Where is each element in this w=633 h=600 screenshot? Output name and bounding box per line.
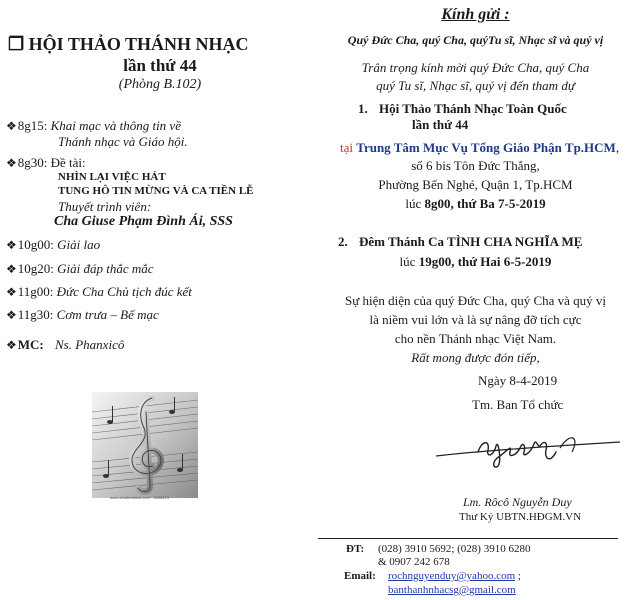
mc-label: MC: bbox=[17, 337, 44, 352]
closing-line: cho nền Thánh nhạc Việt Nam. bbox=[394, 331, 557, 346]
divider bbox=[318, 538, 618, 539]
mc-name: Ns. Phanxicô bbox=[55, 337, 125, 352]
greeting: Kính gửi : bbox=[441, 6, 510, 23]
agenda-text: Giải đáp thắc mắc bbox=[57, 261, 154, 276]
agenda-time: 11g00: bbox=[17, 284, 54, 299]
image-caption: www.shutterstock.com · 3545613 bbox=[110, 495, 169, 500]
email-separator: ; bbox=[517, 570, 521, 582]
address-line: số 6 bis Tôn Đức Thắng, bbox=[411, 158, 540, 173]
agenda-time: 8g30: bbox=[17, 155, 48, 170]
email-link[interactable]: rochnguyenduy@yahoo.com bbox=[388, 570, 516, 582]
diamond-bullet-icon: ❖ bbox=[6, 119, 17, 133]
closing-line: Rất mong được đón tiếp, bbox=[411, 350, 540, 365]
event-2-title bbox=[338, 234, 582, 250]
presenter-name: Cha Giuse Phạm Đình Ái, SSS bbox=[54, 214, 233, 229]
signer-title: Thư Ký UBTN.HĐGM.VN bbox=[459, 511, 582, 523]
letter-date: Ngày 8-4-2019 bbox=[478, 373, 558, 388]
time-value: 8g00, thứ Ba 7-5-2019 bbox=[424, 196, 546, 211]
agenda-item bbox=[6, 118, 181, 134]
organizer: Tm. Ban Tổ chức bbox=[472, 397, 564, 412]
program-column bbox=[0, 0, 300, 600]
agenda-text: Cơm trưa – Bế mạc bbox=[56, 307, 159, 322]
closing-line: là niềm vui lớn và là sự nâng đỡ tích cực bbox=[369, 312, 582, 327]
signature bbox=[430, 422, 630, 470]
venue-suffix: , bbox=[615, 140, 620, 155]
event-1-time bbox=[318, 196, 633, 212]
agenda-item bbox=[6, 237, 100, 253]
mc-line bbox=[6, 337, 124, 353]
agenda-item bbox=[6, 155, 86, 171]
agenda-time: 11g30: bbox=[17, 307, 54, 322]
email-link[interactable]: banthanhnhacsg@gmail.com bbox=[388, 584, 516, 596]
agenda-text: Giải lao bbox=[57, 237, 101, 252]
phone-mobile: & 0907 242 678 bbox=[378, 556, 450, 568]
program-title-text: HỘI THẢO THÁNH NHẠC bbox=[28, 34, 249, 54]
diamond-bullet-icon: ❖ bbox=[6, 156, 17, 170]
invite-line: Trân trọng kính mời quý Đức Cha, quý Cha bbox=[361, 60, 590, 75]
agenda-item bbox=[6, 307, 159, 323]
agenda-item bbox=[6, 284, 192, 300]
presenter-label: Thuyết trình viên: bbox=[58, 199, 152, 214]
venue bbox=[340, 140, 619, 156]
phone-numbers: (028) 3910 5692; (028) 3910 6280 bbox=[378, 543, 531, 555]
agenda-text: Đức Cha Chủ tịch đúc kết bbox=[56, 284, 192, 299]
diamond-bullet-icon: ❖ bbox=[6, 308, 17, 322]
treble-clef-image bbox=[92, 392, 198, 498]
event-1-subtitle: lần thứ 44 bbox=[412, 117, 469, 132]
event-1-title bbox=[358, 101, 567, 117]
agenda-time: 10g20: bbox=[17, 261, 54, 276]
agenda-label: Đề tài: bbox=[50, 155, 86, 170]
phone-label: ĐT: bbox=[346, 543, 365, 555]
closing-line: Sự hiện diện của quý Đức Cha, quý Cha và quý vị bbox=[344, 293, 607, 308]
time-value: 19g00, thứ Hai 6-5-2019 bbox=[418, 254, 552, 269]
diamond-bullet-icon: ❖ bbox=[6, 238, 17, 252]
event-2-number: 2. bbox=[338, 234, 348, 249]
program-title bbox=[8, 34, 249, 55]
agenda-time: 8g15: bbox=[17, 118, 48, 133]
event-1-number: 1. bbox=[358, 101, 368, 116]
invite-line: quý Tu sĩ, Nhạc sĩ, quý vị đến tham dự bbox=[376, 78, 575, 93]
venue-name: Trung Tâm Mục Vụ Tổng Giáo Phận Tp.HCM bbox=[356, 140, 616, 155]
topic-line: NHÌN LẠI VIỆC HÁT bbox=[58, 171, 166, 183]
agenda-text-cont: Thánh nhạc và Giáo hội. bbox=[58, 134, 188, 149]
email-line-1 bbox=[388, 570, 521, 582]
time-prefix: lúc bbox=[399, 254, 416, 269]
address-line: Phường Bến Nghé, Quận 1, Tp.HCM bbox=[378, 177, 573, 192]
venue-prefix: tại bbox=[340, 140, 353, 155]
signer-name: Lm. Rôcô Nguyễn Duy bbox=[463, 495, 572, 509]
time-prefix: lúc bbox=[405, 196, 422, 211]
agenda-text: Khai mạc và thông tin về bbox=[50, 118, 181, 133]
diamond-bullet-icon: ❖ bbox=[6, 338, 17, 352]
recipients: Quý Đức Cha, quý Cha, quýTu sĩ, Nhạc sĩ và quý vị bbox=[347, 33, 604, 47]
event-1-name: Hội Thảo Thánh Nhạc Toàn Quốc bbox=[379, 101, 567, 116]
checkbox-icon: ❐ bbox=[8, 34, 25, 54]
diamond-bullet-icon: ❖ bbox=[6, 285, 17, 299]
invitation-column bbox=[318, 0, 633, 540]
agenda-item bbox=[6, 261, 154, 277]
event-2-name: Đêm Thánh Ca TÌNH CHA NGHĨA MẸ bbox=[359, 234, 583, 249]
diamond-bullet-icon: ❖ bbox=[6, 262, 17, 276]
program-subtitle: lần thứ 44 bbox=[123, 56, 197, 75]
room-label: (Phòng B.102) bbox=[118, 77, 202, 92]
event-2-time bbox=[318, 254, 633, 270]
topic-line: TUNG HÔ TIN MỪNG VÀ CA TIỀN LỄ bbox=[58, 185, 254, 197]
email-line-2 bbox=[388, 584, 516, 596]
agenda-time: 10g00: bbox=[17, 237, 54, 252]
email-label: Email: bbox=[344, 570, 376, 582]
